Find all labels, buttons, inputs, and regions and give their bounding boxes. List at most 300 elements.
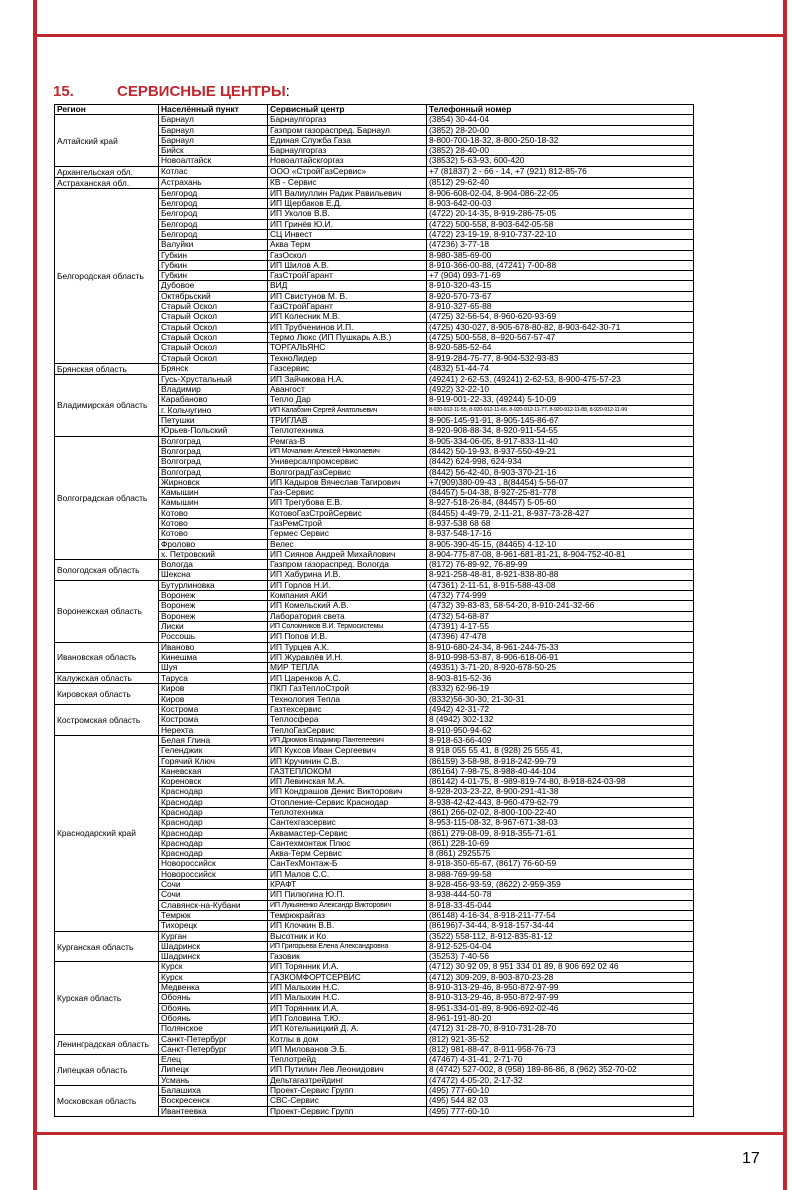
table-row (55, 931, 694, 941)
phone-cell: 8 (4742) 527-002, 8 (958) 189-86-86, 8 (962) 352-70-02 (427, 1065, 694, 1075)
locality-cell: Астрахань (159, 177, 268, 188)
locality-cell: Гусь-Хрустальный (159, 374, 268, 384)
region-cell: Курская область (55, 962, 159, 1034)
phone-cell: 8-903-815-52-36 (427, 673, 694, 684)
left-border (33, 0, 37, 1190)
table-row (55, 115, 694, 125)
locality-cell: Дубовое (159, 281, 268, 291)
phone-cell: 8-906-608-02-04, 8-904-086-22-05 (427, 188, 694, 198)
phone-cell: (47396) 47-478 (427, 632, 694, 642)
locality-cell: Белая Глина (159, 735, 268, 745)
service-center-cell: ИП Дрюмов Владимир Пантелеевич (268, 735, 427, 745)
locality-cell: Камышин (159, 498, 268, 508)
locality-cell: Иваново (159, 642, 268, 652)
table-body (55, 115, 694, 1117)
phone-cell: (812) 921-35-52 (427, 1034, 694, 1044)
phone-cell: (47467) 4-31-41, 2-71-70 (427, 1055, 694, 1065)
header-locality: Населённый пункт (159, 105, 268, 115)
service-center-cell: ИП Хабурина И.В. (268, 570, 427, 580)
table-row (55, 374, 694, 384)
table-header-row (55, 105, 694, 115)
locality-cell: Ивантеевка (159, 1106, 268, 1116)
service-center-cell: ИП Уколов В.В. (268, 209, 427, 219)
locality-cell: Сочи (159, 890, 268, 900)
phone-cell: 8-988-769-99-58 (427, 869, 694, 879)
service-center-cell: ИП Головина Т.Ю. (268, 1013, 427, 1023)
service-center-cell: Барнаулгоргаз (268, 115, 427, 125)
phone-cell: (495) 777-60-10 (427, 1106, 694, 1116)
phone-cell: 8-938-444-50-78 (427, 890, 694, 900)
phone-cell: (8442) 50-19-93, 8-937-550-49-21 (427, 446, 694, 456)
phone-cell: 8-910-998-53-87, 8-906-618-06-91 (427, 652, 694, 662)
locality-cell: Киров (159, 684, 268, 694)
phone-cell: (4725) 32-56-54, 8-960-620-93-69 (427, 312, 694, 322)
locality-cell: Новоалтайск (159, 156, 268, 166)
service-center-cell: СанТехМонтаж-Б (268, 859, 427, 869)
phone-cell: (4732) 54-68-87 (427, 611, 694, 621)
locality-cell: Нерехта (159, 725, 268, 735)
service-center-cell: Сантехгазсервис (268, 818, 427, 828)
locality-cell: Обоянь (159, 993, 268, 1003)
locality-cell: Белгород (159, 209, 268, 219)
locality-cell: Горячий Ключ (159, 756, 268, 766)
phone-cell: (4832) 51-44-74 (427, 363, 694, 374)
locality-cell: Бийск (159, 146, 268, 156)
phone-cell: (49241) 2-62-53, (49241) 2-62-53, 8-900-475-57-23 (427, 374, 694, 384)
locality-cell: Краснодар (159, 838, 268, 848)
section-colon: : (285, 83, 290, 100)
locality-cell: Волгоград (159, 446, 268, 456)
region-cell: Липецкая область (55, 1055, 159, 1086)
phone-cell: (861) 279-08-09, 8-918-355-71-61 (427, 828, 694, 838)
phone-cell: (8512) 29-62-40 (427, 177, 694, 188)
page-number: 17 (742, 1150, 760, 1167)
service-center-cell: Отопление-Сервис Краснодар (268, 797, 427, 807)
locality-cell: Камышин (159, 488, 268, 498)
phone-cell: 8-910-320-43-15 (427, 281, 694, 291)
bottom-rule (33, 1132, 787, 1135)
service-center-cell: ИП Григорьева Елена Александровна (268, 941, 427, 951)
table-row (55, 177, 694, 188)
locality-cell: Котово (159, 508, 268, 518)
phone-cell: 8-928-203-23-22, 8-900-291-41-38 (427, 787, 694, 797)
service-center-cell: ИП Пилюгина Ю.П. (268, 890, 427, 900)
phone-cell: (35253) 7-40-56 (427, 952, 694, 962)
table-row (55, 580, 694, 590)
locality-cell: Кинешма (159, 652, 268, 662)
locality-cell: Лиски (159, 621, 268, 631)
service-center-cell: ГазСтройГарант (268, 302, 427, 312)
phone-cell: 8-951-334-01-89, 8-906-692-02-46 (427, 1003, 694, 1013)
service-center-cell: Тепло Дар (268, 395, 427, 405)
phone-cell: 8-919-001-22-33, (49244) 5-10-09 (427, 395, 694, 405)
locality-cell: Краснодар (159, 818, 268, 828)
locality-cell: Санкт-Петербург (159, 1034, 268, 1044)
service-center-cell: Газтехсервис (268, 705, 427, 715)
phone-cell: 8-910-366-00-88, (47241) 7-00-88 (427, 260, 694, 270)
locality-cell: Губкин (159, 271, 268, 281)
service-center-cell: ТехноЛидер (268, 353, 427, 363)
locality-cell: Фролово (159, 539, 268, 549)
service-center-cell: ИП Комельский А.В. (268, 601, 427, 611)
service-center-cell: Котлы в дом (268, 1034, 427, 1044)
locality-cell: Губкин (159, 260, 268, 270)
service-center-cell: ИП Клочкин В.В. (268, 921, 427, 931)
locality-cell: Кострома (159, 705, 268, 715)
phone-cell: (3852) 28-20-00 (427, 125, 694, 135)
section-title: СЕРВИСНЫЕ ЦЕНТРЫ (117, 83, 286, 100)
phone-cell: (4725) 430-027, 8-905-678-80-82, 8-903-642-30-71 (427, 322, 694, 332)
region-cell: Ивановская область (55, 642, 159, 673)
service-center-cell: ИП Кондрашов Денис Викторович (268, 787, 427, 797)
locality-cell: Кореновск (159, 777, 268, 787)
service-center-cell: Велес (268, 539, 427, 549)
phone-cell: 8-920-912-11-55, 8-920-912-11-66, 8-920-912-11-77, 8-920-912-11-88, 8-920-912-11-99 (427, 405, 694, 415)
locality-cell: Сочи (159, 880, 268, 890)
service-center-cell: ГазСтройГарант (268, 271, 427, 281)
phone-cell: (49351) 3-71-20, 8-920-678-50-25 (427, 663, 694, 673)
locality-cell: Славянск-на-Кубани (159, 900, 268, 910)
service-center-cell: Сантехмонтаж Плюс (268, 838, 427, 848)
locality-cell: Обоянь (159, 1003, 268, 1013)
header-service-center: Сервисный центр (268, 105, 427, 115)
locality-cell: Старый Оскол (159, 322, 268, 332)
locality-cell: Краснодар (159, 797, 268, 807)
service-center-cell: Проект-Сервис Групп (268, 1106, 427, 1116)
phone-cell: (84455) 4-49-79, 2-11-21, 8-937-73-28-427 (427, 508, 694, 518)
region-cell: Архангельская обл. (55, 166, 159, 177)
region-cell: Астраханская обл. (55, 177, 159, 188)
locality-cell: Шадринск (159, 952, 268, 962)
table-row (55, 166, 694, 177)
service-center-cell: Газпром газораспред. Вологда (268, 560, 427, 570)
phone-cell: (86196)7-34-44, 8-918-157-34-44 (427, 921, 694, 931)
phone-cell: 8-937-548-17-16 (427, 529, 694, 539)
service-center-cell: ИП Кадыров Вячеслав Тагирович (268, 477, 427, 487)
locality-cell: Кострома (159, 715, 268, 725)
service-center-cell: ГазРемСтрой (268, 518, 427, 528)
locality-cell: Жирновск (159, 477, 268, 487)
right-border (783, 0, 787, 1190)
phone-cell: (8442) 56-42-40, 8-903-370-21-16 (427, 467, 694, 477)
locality-cell: Старый Оскол (159, 312, 268, 322)
service-center-cell: ИП Царенков А.С. (268, 673, 427, 684)
locality-cell: Барнаул (159, 135, 268, 145)
phone-cell: 8-904-775-87-08, 8-961-681-81-21, 8-904-752-40-81 (427, 549, 694, 559)
locality-cell: х. Петровский (159, 549, 268, 559)
phone-cell: (47391) 4-17-55 (427, 621, 694, 631)
service-center-cell: ИП Калабзин Сергей Анатольевич (268, 405, 427, 415)
service-center-cell: Дельтагазтрейдинг (268, 1075, 427, 1085)
table-row (55, 642, 694, 652)
service-center-cell: МИР ТЕПЛА (268, 663, 427, 673)
locality-cell: Краснодар (159, 808, 268, 818)
locality-cell: Котово (159, 529, 268, 539)
service-center-cell: ТеплоГазСервис (268, 725, 427, 735)
service-center-cell: ИП Гринёв Ю.И. (268, 219, 427, 229)
phone-cell: 8-937-538 68 68 (427, 518, 694, 528)
phone-cell: 8-910-680-24-34, 8-961-244-75-33 (427, 642, 694, 652)
table-row (55, 188, 694, 198)
locality-cell: Валуйки (159, 240, 268, 250)
region-cell: Алтайский край (55, 115, 159, 166)
service-center-cell: ТОРГАЛЬЯНС (268, 343, 427, 353)
locality-cell: Волгоград (159, 436, 268, 446)
service-centers-table (54, 104, 694, 1117)
service-center-cell: ИП Трегубова Е.В. (268, 498, 427, 508)
locality-cell: Балашиха (159, 1086, 268, 1096)
service-center-cell: ИП Путилин Лев Леонидович (268, 1065, 427, 1075)
service-center-cell: ИП Кручинин С.В. (268, 756, 427, 766)
phone-cell: 8-921-258-48-81, 8-921-838-80-88 (427, 570, 694, 580)
region-cell: Белгородская область (55, 188, 159, 363)
service-center-cell: Проект-Сервис Групп (268, 1086, 427, 1096)
phone-cell: 8 (4942) 302-132 (427, 715, 694, 725)
phone-cell: (861) 228-10-69 (427, 838, 694, 848)
table-row (55, 962, 694, 972)
locality-cell: Старый Оскол (159, 302, 268, 312)
service-center-cell: Гермес Сервис (268, 529, 427, 539)
phone-cell: (4732) 39-83-83, 58-54-20, 8-910-241-32-66 (427, 601, 694, 611)
service-center-cell: Газ-Сервис (268, 488, 427, 498)
locality-cell: Шадринск (159, 941, 268, 951)
locality-cell: Тихорецк (159, 921, 268, 931)
phone-cell: (861) 266-02-02, 8-800-100-22-40 (427, 808, 694, 818)
service-center-cell: КВ - Сервис (268, 177, 427, 188)
table-row (55, 684, 694, 694)
region-cell: Владимирская область (55, 374, 159, 436)
service-center-cell: ИП Зайчикова Н.А. (268, 374, 427, 384)
locality-cell: Таруса (159, 673, 268, 684)
table-row (55, 1055, 694, 1065)
service-center-cell: Ремгаз-В (268, 436, 427, 446)
service-center-cell: ИП Торянник И.А. (268, 1003, 427, 1013)
locality-cell: Воронеж (159, 601, 268, 611)
service-center-cell: ИП Горлов Н.И. (268, 580, 427, 590)
locality-cell: Старый Оскол (159, 332, 268, 342)
service-center-cell: ИП Котельницкий Д. А. (268, 1024, 427, 1034)
service-center-cell: Термо Люкс (ИП Пушкарь А.В.) (268, 332, 427, 342)
locality-cell: Волгоград (159, 467, 268, 477)
phone-cell: (8332)56-30-30, 21-30-31 (427, 694, 694, 704)
service-center-cell: ИП Трубченинов И.П. (268, 322, 427, 332)
phone-cell: (47361) 2-11-51, 8-915-588-43-08 (427, 580, 694, 590)
locality-cell: Бутурлиновка (159, 580, 268, 590)
locality-cell: Котлас (159, 166, 268, 177)
locality-cell: Белгород (159, 229, 268, 239)
locality-cell: Старый Оскол (159, 353, 268, 363)
locality-cell: Новороссийск (159, 859, 268, 869)
region-cell: Курганская область (55, 931, 159, 962)
phone-cell: (4722) 23-19-19, 8-910-737-22-10 (427, 229, 694, 239)
service-center-cell: Барнаулгоргаз (268, 146, 427, 156)
phone-cell: (4712) 31-28-70, 8-910-731-28-70 (427, 1024, 694, 1034)
service-center-cell: ТРИГЛАВ (268, 416, 427, 426)
locality-cell: Волгоград (159, 457, 268, 467)
locality-cell: Обоянь (159, 1013, 268, 1023)
service-center-cell: ИП Колесник М.В. (268, 312, 427, 322)
service-center-cell: Аква-Терм Сервис (268, 849, 427, 859)
phone-cell: (3522) 558-112, 8-912-835-81-12 (427, 931, 694, 941)
service-center-cell: Темрюкрайгаз (268, 910, 427, 920)
phone-cell: 8-919-284-75-77, 8-904-532-93-83 (427, 353, 694, 363)
table-row (55, 673, 694, 684)
phone-cell: (86148) 4-16-34, 8-918-211-77-54 (427, 910, 694, 920)
locality-cell: Брянск (159, 363, 268, 374)
locality-cell: Краснодар (159, 787, 268, 797)
service-center-cell: ИП Малов С.С. (268, 869, 427, 879)
region-cell: Волгоградская область (55, 436, 159, 560)
locality-cell: Воскресенск (159, 1096, 268, 1106)
region-cell: Московская область (55, 1086, 159, 1117)
phone-cell: 8-938-42-42-443, 8-960-479-62-79 (427, 797, 694, 807)
service-center-cell: КРАФТ (268, 880, 427, 890)
section-number: 15. (53, 83, 74, 100)
service-center-cell: ГазОскол (268, 250, 427, 260)
phone-cell: (84457) 5-04-38, 8-927-25-81-778 (427, 488, 694, 498)
table-row (55, 560, 694, 570)
service-center-cell: ИП Милованов Э.Б. (268, 1044, 427, 1054)
service-center-cell: Газпром газораспред. Барнаул (268, 125, 427, 135)
service-center-cell: Авангост (268, 385, 427, 395)
locality-cell: Белгород (159, 219, 268, 229)
service-center-cell: ООО «СтройГазСервис» (268, 166, 427, 177)
locality-cell: Барнаул (159, 115, 268, 125)
service-center-cell: ИП Сиянов Андрей Михайлович (268, 549, 427, 559)
phone-cell: 8 918 055 55 41, 8 (928) 25 555 41, (427, 746, 694, 756)
locality-cell: Киров (159, 694, 268, 704)
locality-cell: Старый Оскол (159, 343, 268, 353)
phone-cell: 8-920-908-88-34, 8-920-911-54-55 (427, 426, 694, 436)
header-phone: Телефонный номер (427, 105, 694, 115)
service-center-cell: Теплотрейд (268, 1055, 427, 1065)
service-center-cell: ИП Левинская М.А. (268, 777, 427, 787)
locality-cell: Усмань (159, 1075, 268, 1085)
phone-cell: 8-905-390-45-15, (84465) 4-12-10 (427, 539, 694, 549)
phone-cell: 8-927-518-26-84, (84457) 5-05-60 (427, 498, 694, 508)
phone-cell: (495) 544 82 03 (427, 1096, 694, 1106)
service-center-cell: ИП Валиуллин Радик Равильевич (268, 188, 427, 198)
service-center-cell: ИП Попов И.В. (268, 632, 427, 642)
phone-cell: 8-910-313-29-46, 8-950-872-97-99 (427, 993, 694, 1003)
service-center-cell: Технология Тепла (268, 694, 427, 704)
phone-cell: 8-918-350-65-67, (8617) 76-60-59 (427, 859, 694, 869)
phone-cell: (47236) 3-77-18 (427, 240, 694, 250)
locality-cell: г. Кольчугино (159, 405, 268, 415)
phone-cell: 8 (861) 2925575 (427, 849, 694, 859)
service-center-cell: ПКП ГазТеплоСтрой (268, 684, 427, 694)
phone-cell: 8-928-456-93-59, (8622) 2-959-359 (427, 880, 694, 890)
locality-cell: Каневская (159, 766, 268, 776)
locality-cell: Курск (159, 972, 268, 982)
locality-cell: Воронеж (159, 611, 268, 621)
service-center-cell: Теплосфера (268, 715, 427, 725)
phone-cell: (4712) 309-209, 8-903-870-23-28 (427, 972, 694, 982)
region-cell: Калужская область (55, 673, 159, 684)
phone-cell: +7(909)380-09-43 , 8(84454) 5-56-07 (427, 477, 694, 487)
phone-cell: +7 (81837) 2 - 66 - 14, +7 (921) 812-85-76 (427, 166, 694, 177)
phone-cell: 8-961-191-80-20 (427, 1013, 694, 1023)
phone-cell: (495) 777-60-10 (427, 1086, 694, 1096)
region-cell: Костромская область (55, 705, 159, 736)
locality-cell: Елец (159, 1055, 268, 1065)
phone-cell: (4942) 42-31-72 (427, 705, 694, 715)
phone-cell: (4922) 32-22-10 (427, 385, 694, 395)
phone-cell: (47472) 4-05-20, 2-17-32 (427, 1075, 694, 1085)
phone-cell: (4722) 20-14-35, 8-919-286-75-05 (427, 209, 694, 219)
locality-cell: Шексна (159, 570, 268, 580)
service-center-cell: Высотник и Ко (268, 931, 427, 941)
service-center-cell: ИП Свистунов М. В. (268, 291, 427, 301)
phone-cell: (3852) 28-40-00 (427, 146, 694, 156)
locality-cell: Белгород (159, 188, 268, 198)
locality-cell: Карабаново (159, 395, 268, 405)
phone-cell: 8-903-642-00-03 (427, 199, 694, 209)
phone-cell: 8-905-145-91-91, 8-905-145-86-67 (427, 416, 694, 426)
service-center-cell: ИП Малыхин Н.С. (268, 993, 427, 1003)
locality-cell: Краснодар (159, 828, 268, 838)
phone-cell: (86142) 4-01-75, 8 -989-819-74-80, 8-918-624-03-98 (427, 777, 694, 787)
phone-cell: (8442) 624-998, 624-934 (427, 457, 694, 467)
locality-cell: Октябрьский (159, 291, 268, 301)
locality-cell: Котово (159, 518, 268, 528)
phone-cell: (4732) 774-999 (427, 591, 694, 601)
region-cell: Краснодарский край (55, 735, 159, 931)
phone-cell: (86159) 3-58-98, 8-918-242-99-79 (427, 756, 694, 766)
service-center-cell: Новоалтайскгоргаз (268, 156, 427, 166)
section-heading (53, 83, 290, 100)
service-center-cell: ИП Турцев А.К. (268, 642, 427, 652)
service-center-cell: ИП Журавлёв И.Н. (268, 652, 427, 662)
locality-cell: Санкт-Петербург (159, 1044, 268, 1054)
phone-cell: (86164) 7-98-75, 8-988-40-44-104 (427, 766, 694, 776)
service-center-cell: ВолгоградГазСервис (268, 467, 427, 477)
locality-cell: Шуя (159, 663, 268, 673)
service-center-cell: Лаборатория света (268, 611, 427, 621)
phone-cell: 8-912-525-04-04 (427, 941, 694, 951)
region-cell: Воронежская область (55, 580, 159, 642)
region-cell: Вологодская область (55, 560, 159, 581)
phone-cell: 8-905-334-06-05, 8-917-833-11-40 (427, 436, 694, 446)
service-center-cell: Универсалпромсервис (268, 457, 427, 467)
locality-cell: Темрюк (159, 910, 268, 920)
service-center-cell: ИП Лукьяненко Александр Викторович (268, 900, 427, 910)
service-center-cell: Теплотехника (268, 426, 427, 436)
table-row (55, 363, 694, 374)
region-cell: Ленинградская область (55, 1034, 159, 1055)
phone-cell: 8-918-33-45-044 (427, 900, 694, 910)
table-row (55, 735, 694, 745)
locality-cell: Краснодар (159, 849, 268, 859)
phone-cell: (4725) 500-558, 8–920-567-57-47 (427, 332, 694, 342)
phone-cell: 8-910-327-65-88 (427, 302, 694, 312)
service-center-cell: ИП Малыхин Н.С. (268, 983, 427, 993)
service-center-cell: Газовик (268, 952, 427, 962)
locality-cell: Полянское (159, 1024, 268, 1034)
service-center-cell: Единая Служба Газа (268, 135, 427, 145)
phone-cell: (3854) 30-44-04 (427, 115, 694, 125)
phone-cell: 8-910-313-29-46, 8-950-872-97-99 (427, 983, 694, 993)
locality-cell: Вологда (159, 560, 268, 570)
service-center-cell: ГАЗТЕПЛОКОМ (268, 766, 427, 776)
phone-cell: (812) 981-88-47, 8-911-958-76-73 (427, 1044, 694, 1054)
service-center-cell: ИП Щербаков Е.Д. (268, 199, 427, 209)
service-center-cell: ИП Соломников В.И. Термосистемы (268, 621, 427, 631)
locality-cell: Юрьев-Польский (159, 426, 268, 436)
region-cell: Кировская область (55, 684, 159, 705)
locality-cell: Медвенка (159, 983, 268, 993)
service-center-cell: ИП Шилов А.В. (268, 260, 427, 270)
